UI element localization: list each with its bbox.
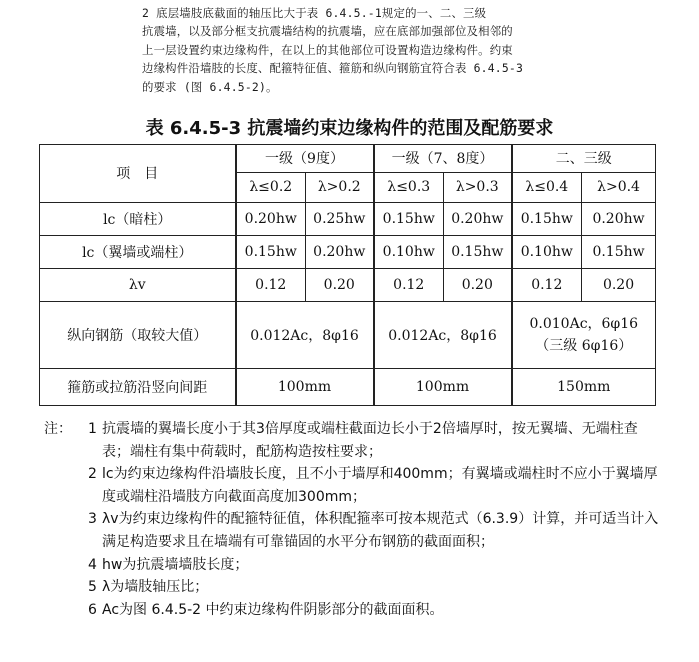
note-text: lc为约束边缘构件沿墙肢长度，且不小于墙厚和400mm；有翼墙或端柱时不应小于翼墙厚度或端柱沿墙肢方向截面高度加300mm； <box>102 466 658 505</box>
table-cell: 150mm <box>512 368 656 405</box>
intro-line: 边缘构件沿墙肢的长度、配箍特征值、箍筋和纵向钢筋宜符合表 6.4.5-3 <box>142 61 524 76</box>
subheader: λ≤0.2 <box>236 172 306 202</box>
note-number: 4 <box>88 556 97 573</box>
table-cell: 0.15hw <box>512 202 582 235</box>
item-header: 项 目 <box>40 145 236 203</box>
notes-section <box>44 418 664 621</box>
table-cell: 0.012Ac，8φ16 <box>236 302 374 368</box>
table-cell: 0.10hw <box>512 236 582 269</box>
spec-table <box>39 144 656 406</box>
table-cell: 100mm <box>374 368 512 405</box>
table-cell: 0.20hw <box>582 202 656 235</box>
note-text: Ac为图 6.4.5-2 中约束边缘构件阴影部分的截面面积。 <box>102 601 444 618</box>
row-label: lc（暗柱） <box>40 202 236 235</box>
table-cell: 0.12 <box>374 269 444 302</box>
intro-line: 2 底层墙肢底截面的轴压比大于表 6.4.5.-1规定的一、二、三级 <box>142 6 487 20</box>
note-item <box>44 463 664 508</box>
note-item <box>44 508 664 553</box>
row-label: λv <box>40 269 236 302</box>
table-row <box>40 368 656 405</box>
note-number: 5 <box>88 579 97 596</box>
note-text: λ为墙肢轴压比； <box>102 579 209 596</box>
row-label: lc（翼墙或端柱） <box>40 236 236 269</box>
table-cell: 0.012Ac，8φ16 <box>374 302 512 368</box>
group-header: 二、三级 <box>512 145 656 173</box>
table-cell: 0.20hw <box>236 202 306 235</box>
notes-head: 注： <box>44 421 72 437</box>
table-cell: 0.12 <box>236 269 306 302</box>
note-item <box>44 418 664 463</box>
note-text: hw为抗震墙墙肢长度； <box>102 556 249 573</box>
note-item <box>44 554 664 577</box>
subheader: λ>0.4 <box>582 172 656 202</box>
table-cell: 0.20 <box>306 269 374 302</box>
subheader: λ>0.2 <box>306 172 374 202</box>
table-row <box>40 269 656 302</box>
table-cell <box>512 302 656 368</box>
intro-line: 抗震墙，以及部分框支抗震墙结构的抗震墙，应在底部加强部位及相邻的 <box>142 24 513 39</box>
note-item <box>44 576 664 599</box>
row-label: 纵向钢筋（取较大值） <box>40 302 236 368</box>
note-number: 3 <box>88 511 97 528</box>
cell-line: （三级 6φ16） <box>535 338 633 355</box>
table-row <box>40 302 656 368</box>
group-header: 一级（7、8度） <box>374 145 512 173</box>
table-cell: 0.15hw <box>582 236 656 269</box>
table-cell: 0.15hw <box>236 236 306 269</box>
table-cell: 0.15hw <box>374 202 444 235</box>
table-cell: 100mm <box>236 368 374 405</box>
table-title: 表 6.4.5-3 抗震墙约束边缘构件的范围及配筋要求 <box>145 118 554 139</box>
table-row <box>40 202 656 235</box>
subheader: λ>0.3 <box>444 172 512 202</box>
table-cell: 0.10hw <box>374 236 444 269</box>
cell-line: 0.010Ac，6φ16 <box>529 316 639 333</box>
row-label: 箍筋或拉筋沿竖向间距 <box>40 368 236 405</box>
subheader: λ≤0.4 <box>512 172 582 202</box>
table-cell: 0.15hw <box>444 236 512 269</box>
intro-line: 的要求 (图 6.4.5-2)。 <box>142 79 278 94</box>
group-header: 一级（9度） <box>236 145 374 173</box>
note-number: 1 <box>88 421 97 437</box>
table-cell: 0.20hw <box>306 236 374 269</box>
table-cell: 0.25hw <box>306 202 374 235</box>
note-number: 6 <box>88 601 97 618</box>
table-row <box>40 236 656 269</box>
note-number: 2 <box>88 466 97 483</box>
intro-line: 上一层设置约束边缘构件，在以上的其他部位可设置构造边缘构件。约束 <box>142 42 513 57</box>
note-text: 抗震墙的翼墙长度小于其3倍厚度或端柱截面边长小于2倍墙厚时，按无翼墙、无端柱查表；端柱有集中荷载时，配筋构造按柱要求； <box>102 421 638 460</box>
table-cell: 0.20hw <box>444 202 512 235</box>
table-cell: 0.20 <box>582 269 656 302</box>
note-item <box>44 599 664 622</box>
table-cell: 0.20 <box>444 269 512 302</box>
table-cell: 0.12 <box>512 269 582 302</box>
note-text: λv为约束边缘构件的配箍特征值，体积配箍率可按本规范式（6.3.9）计算，并可适当计入满足构造要求且在墙端有可靠锚固的水平分布钢筋的截面面积； <box>102 511 659 550</box>
intro-paragraph <box>142 4 572 96</box>
subheader: λ≤0.3 <box>374 172 444 202</box>
